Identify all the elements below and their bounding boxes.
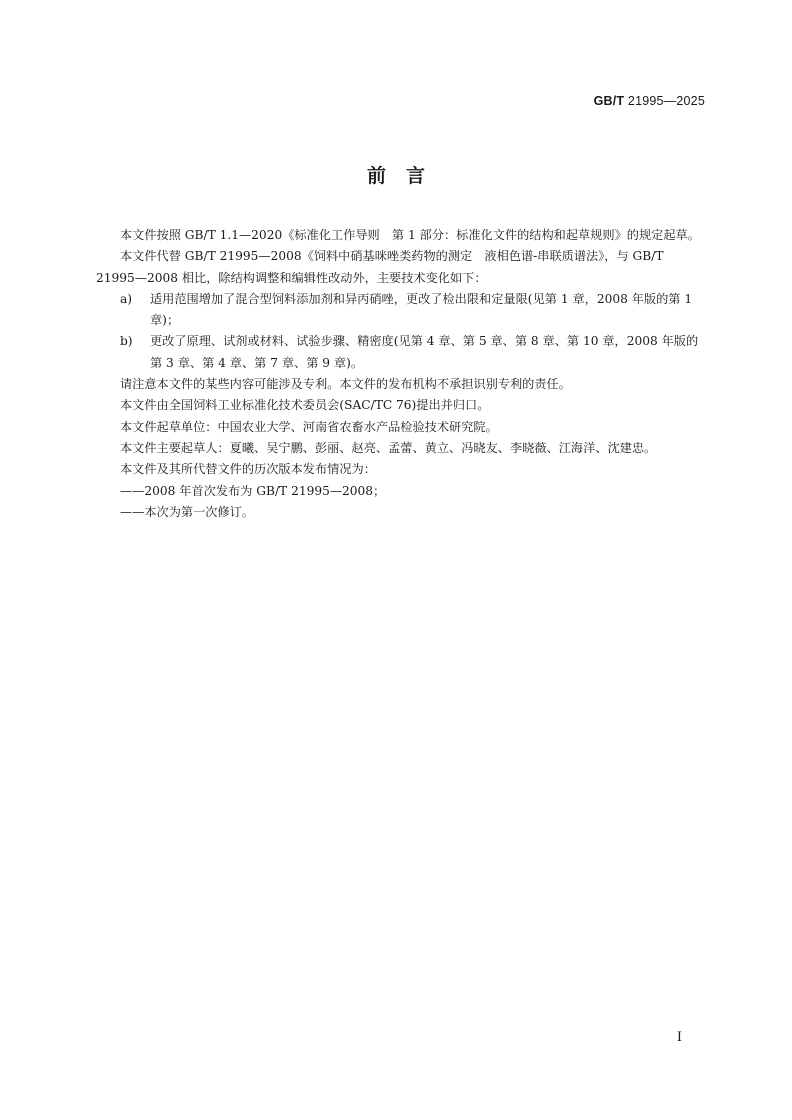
list-marker: a) bbox=[120, 291, 133, 306]
paragraph-replacement: 本文件代替 GB/T 21995—2008《饲料中硝基咪唑类药物的测定 液相色谱-串联质谱法》，与 GB/T 21995—2008 相比，除结构调整和编辑性改动外，主要技术变化如下： bbox=[96, 249, 664, 285]
history-item: ——本次为第一次修订。 bbox=[120, 504, 255, 519]
standard-code-number: 21995—2025 bbox=[627, 94, 705, 108]
list-item-text: 更改了原理、试剂或材料、试验步骤、精密度(见第 4 章、第 5 章、第 8 章、第 10 章，2008 年版的第 3 章、第 4 章、第 7 章、第 9 章)。 bbox=[150, 334, 699, 370]
paragraph-drafting-rules: 本文件按照 GB/T 1.1—2020《标准化工作导则 第 1 部分：标准化文件的结构和起草规则》的规定起草。 bbox=[120, 228, 700, 242]
page-title: 前言 bbox=[366, 165, 445, 187]
history-item: ——2008 年首次发布为 GB/T 21995—2008； bbox=[120, 483, 386, 498]
standard-code-prefix: GB/T bbox=[593, 94, 625, 108]
list-item bbox=[120, 331, 706, 374]
paragraph-drafters: 本文件主要起草人：夏曦、吴宁鹏、彭丽、赵亮、孟蕾、黄立、冯晓友、李晓薇、江海洋、沈建忠。 bbox=[120, 440, 657, 455]
page-number: I bbox=[676, 1030, 682, 1045]
list-marker: b) bbox=[120, 334, 133, 349]
paragraph-proposer: 本文件由全国饲料工业标准化技术委员会(SAC/TC 76)提出并归口。 bbox=[120, 398, 490, 413]
paragraph-history-intro: 本文件及其所代替文件的历次版本发布情况为： bbox=[120, 462, 376, 477]
foreword-body bbox=[96, 225, 706, 523]
standard-code bbox=[594, 94, 705, 108]
paragraph-patent-notice: 请注意本文件的某些内容可能涉及专利。本文件的发布机构不承担识别专利的责任。 bbox=[120, 377, 571, 392]
list-item bbox=[120, 289, 706, 332]
list-item-text: 适用范围增加了混合型饲料添加剂和异丙硝唑，更改了检出限和定量限(见第 1 章，2008 年版的第 1 章)； bbox=[150, 291, 693, 328]
paragraph-drafting-units: 本文件起草单位：中国农业大学、河南省农畜水产品检验技术研究院。 bbox=[120, 419, 498, 434]
